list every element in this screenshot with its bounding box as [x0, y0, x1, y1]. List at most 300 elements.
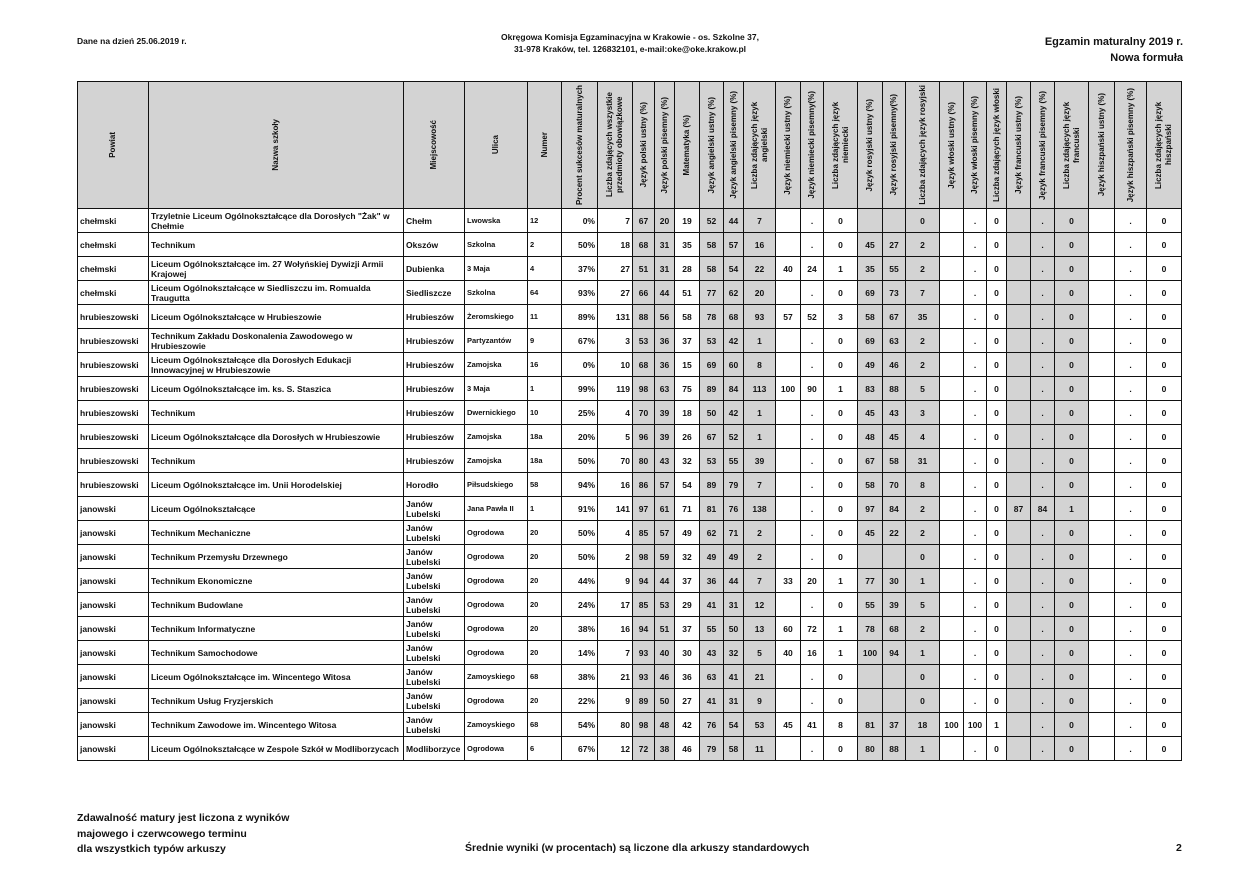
- cell-angielski-ustny: 67: [700, 425, 724, 449]
- cell-francuski-pisemny: .: [1031, 305, 1055, 329]
- cell-liczba-niemiecki: 0: [824, 521, 858, 545]
- cell-angielski-pisemny: 62: [724, 281, 744, 305]
- cell-niemiecki-ustny: [776, 233, 801, 257]
- column-header-francuski-pisemny: [1031, 82, 1055, 209]
- cell-powiat: chełmski: [78, 281, 149, 305]
- cell-niemiecki-ustny: [776, 353, 801, 377]
- cell-nazwa-szkoly: Liceum Ogólnokształcące: [149, 497, 404, 521]
- column-header-liczba-hiszpanski: [1147, 82, 1182, 209]
- cell-polski-pisemny: 56: [655, 305, 675, 329]
- table-row: [78, 545, 1182, 569]
- cell-numer: 20: [528, 593, 562, 617]
- cell-francuski-ustny: [1007, 545, 1031, 569]
- cell-nazwa-szkoly: Technikum: [149, 401, 404, 425]
- cell-hiszpanski-ustny: [1089, 401, 1115, 425]
- cell-niemiecki-pisemny: 20: [801, 569, 824, 593]
- cell-miejscowosc: Janów Lubelski: [404, 593, 465, 617]
- cell-wloski-pisemny: .: [964, 257, 987, 281]
- cell-procent-sukcesow: 38%: [562, 665, 598, 689]
- column-header-matematyka: [675, 82, 700, 209]
- cell-liczba-niemiecki: 0: [824, 593, 858, 617]
- cell-liczba-wloski: 0: [987, 617, 1007, 641]
- cell-liczba-angielski: 20: [744, 281, 776, 305]
- column-header-label: Język hiszpański pisemny (%): [1125, 87, 1135, 203]
- cell-miejscowosc: Janów Lubelski: [404, 545, 465, 569]
- cell-niemiecki-pisemny: 72: [801, 617, 824, 641]
- cell-angielski-ustny: 63: [700, 665, 724, 689]
- cell-liczba-francuski: 0: [1055, 209, 1089, 233]
- cell-polski-ustny: 94: [633, 569, 655, 593]
- cell-hiszpanski-pisemny: .: [1115, 713, 1147, 737]
- cell-liczba-hiszpanski: 0: [1147, 281, 1182, 305]
- cell-liczba-zdajacych: 141: [598, 497, 633, 521]
- table-row: [78, 521, 1182, 545]
- column-header-label: Numer: [539, 132, 549, 158]
- cell-rosyjski-pisemny: 94: [883, 641, 906, 665]
- cell-liczba-hiszpanski: 0: [1147, 257, 1182, 281]
- cell-niemiecki-ustny: [776, 737, 801, 761]
- cell-polski-pisemny: 31: [655, 257, 675, 281]
- column-header-label: Język niemiecki pisemny(%): [807, 91, 816, 199]
- cell-niemiecki-ustny: [776, 281, 801, 305]
- cell-hiszpanski-ustny: [1089, 569, 1115, 593]
- cell-rosyjski-ustny: 58: [858, 473, 883, 497]
- cell-francuski-ustny: [1007, 617, 1031, 641]
- cell-angielski-ustny: 58: [700, 257, 724, 281]
- cell-liczba-francuski: 1: [1055, 497, 1089, 521]
- cell-liczba-niemiecki: 0: [824, 737, 858, 761]
- cell-niemiecki-pisemny: 16: [801, 641, 824, 665]
- column-header-label: Język włoski pisemny (%): [970, 96, 979, 194]
- cell-nazwa-szkoly: Technikum: [149, 233, 404, 257]
- cell-liczba-zdajacych: 16: [598, 617, 633, 641]
- cell-matematyka: 58: [675, 305, 700, 329]
- cell-ulica: 3 Maja: [465, 377, 528, 401]
- cell-hiszpanski-pisemny: .: [1115, 353, 1147, 377]
- pass-rate-note: [77, 811, 289, 858]
- cell-rosyjski-ustny: [858, 689, 883, 713]
- cell-niemiecki-pisemny: 52: [801, 305, 824, 329]
- cell-powiat: hrubieszowski: [78, 329, 149, 353]
- cell-liczba-angielski: 7: [744, 569, 776, 593]
- cell-liczba-niemiecki: 0: [824, 545, 858, 569]
- cell-liczba-niemiecki: 1: [824, 569, 858, 593]
- cell-hiszpanski-pisemny: .: [1115, 641, 1147, 665]
- cell-nazwa-szkoly: Trzyletnie Liceum Ogólnokształcące dla Dorosłych "Żak" w Chełmie: [149, 209, 404, 233]
- column-header-miejscowosc: [404, 82, 465, 209]
- cell-liczba-niemiecki: 0: [824, 665, 858, 689]
- table-row: [78, 281, 1182, 305]
- cell-francuski-ustny: [1007, 713, 1031, 737]
- cell-procent-sukcesow: 89%: [562, 305, 598, 329]
- cell-rosyjski-ustny: 35: [858, 257, 883, 281]
- cell-liczba-angielski: 13: [744, 617, 776, 641]
- cell-hiszpanski-pisemny: .: [1115, 617, 1147, 641]
- cell-ulica: Ogrodowa: [465, 689, 528, 713]
- cell-rosyjski-pisemny: 88: [883, 377, 906, 401]
- cell-liczba-angielski: 7: [744, 209, 776, 233]
- cell-niemiecki-pisemny: .: [801, 473, 824, 497]
- cell-wloski-ustny: [940, 305, 964, 329]
- cell-liczba-hiszpanski: 0: [1147, 617, 1182, 641]
- cell-liczba-rosyjski: 2: [906, 329, 940, 353]
- cell-hiszpanski-pisemny: .: [1115, 377, 1147, 401]
- cell-liczba-niemiecki: 0: [824, 353, 858, 377]
- cell-powiat: chełmski: [78, 257, 149, 281]
- cell-wloski-pisemny: .: [964, 521, 987, 545]
- cell-angielski-ustny: 36: [700, 569, 724, 593]
- cell-nazwa-szkoly: Technikum Ekonomiczne: [149, 569, 404, 593]
- cell-liczba-francuski: 0: [1055, 641, 1089, 665]
- cell-nazwa-szkoly: Technikum Samochodowe: [149, 641, 404, 665]
- cell-liczba-francuski: 0: [1055, 401, 1089, 425]
- cell-rosyjski-pisemny: 84: [883, 497, 906, 521]
- cell-matematyka: 30: [675, 641, 700, 665]
- cell-wloski-pisemny: .: [964, 497, 987, 521]
- cell-liczba-zdajacych: 10: [598, 353, 633, 377]
- cell-francuski-pisemny: .: [1031, 377, 1055, 401]
- cell-liczba-rosyjski: 3: [906, 401, 940, 425]
- cell-francuski-ustny: [1007, 305, 1031, 329]
- cell-angielski-pisemny: 49: [724, 545, 744, 569]
- cell-hiszpanski-pisemny: .: [1115, 401, 1147, 425]
- cell-liczba-wloski: 0: [987, 689, 1007, 713]
- cell-liczba-wloski: 0: [987, 737, 1007, 761]
- table-row: [78, 401, 1182, 425]
- cell-rosyjski-ustny: 69: [858, 281, 883, 305]
- cell-rosyjski-ustny: 81: [858, 713, 883, 737]
- cell-francuski-pisemny: .: [1031, 593, 1055, 617]
- cell-francuski-ustny: [1007, 425, 1031, 449]
- cell-francuski-pisemny: .: [1031, 401, 1055, 425]
- cell-nazwa-szkoly: Technikum: [149, 449, 404, 473]
- cell-angielski-pisemny: 60: [724, 353, 744, 377]
- cell-nazwa-szkoly: Liceum Ogólnokształcące w Siedliszczu im. Romualda Traugutta: [149, 281, 404, 305]
- table-row: [78, 257, 1182, 281]
- table-row: [78, 665, 1182, 689]
- cell-hiszpanski-ustny: [1089, 737, 1115, 761]
- cell-rosyjski-ustny: [858, 545, 883, 569]
- cell-polski-pisemny: 48: [655, 713, 675, 737]
- cell-ulica: Ogrodowa: [465, 521, 528, 545]
- cell-liczba-wloski: 0: [987, 641, 1007, 665]
- cell-matematyka: 36: [675, 665, 700, 689]
- table-row: [78, 209, 1182, 233]
- cell-francuski-pisemny: .: [1031, 689, 1055, 713]
- cell-francuski-ustny: 87: [1007, 497, 1031, 521]
- cell-ulica: Zamojska: [465, 425, 528, 449]
- cell-hiszpanski-ustny: [1089, 329, 1115, 353]
- cell-francuski-ustny: [1007, 281, 1031, 305]
- cell-niemiecki-ustny: [776, 401, 801, 425]
- cell-hiszpanski-pisemny: .: [1115, 257, 1147, 281]
- column-header-label: Liczba zdających język rosyjski: [917, 85, 927, 205]
- cell-rosyjski-pisemny: [883, 689, 906, 713]
- cell-procent-sukcesow: 50%: [562, 233, 598, 257]
- cell-rosyjski-pisemny: 37: [883, 713, 906, 737]
- cell-powiat: janowski: [78, 569, 149, 593]
- cell-rosyjski-ustny: 58: [858, 305, 883, 329]
- table-row: [78, 497, 1182, 521]
- cell-hiszpanski-ustny: [1089, 593, 1115, 617]
- cell-rosyjski-ustny: 45: [858, 233, 883, 257]
- cell-liczba-angielski: 11: [744, 737, 776, 761]
- cell-wloski-ustny: 100: [940, 713, 964, 737]
- cell-angielski-ustny: 76: [700, 713, 724, 737]
- cell-angielski-pisemny: 54: [724, 713, 744, 737]
- cell-niemiecki-ustny: 100: [776, 377, 801, 401]
- cell-procent-sukcesow: 91%: [562, 497, 598, 521]
- cell-francuski-pisemny: .: [1031, 425, 1055, 449]
- column-header-label: Procent sukcesów maturalnych: [574, 84, 584, 206]
- cell-angielski-ustny: 62: [700, 521, 724, 545]
- cell-nazwa-szkoly: Liceum Ogólnokształcące im. Unii Horodelskiej: [149, 473, 404, 497]
- cell-matematyka: 46: [675, 737, 700, 761]
- cell-numer: 20: [528, 641, 562, 665]
- cell-liczba-rosyjski: 0: [906, 689, 940, 713]
- cell-powiat: hrubieszowski: [78, 401, 149, 425]
- cell-rosyjski-ustny: 55: [858, 593, 883, 617]
- cell-angielski-ustny: 79: [700, 737, 724, 761]
- cell-francuski-ustny: [1007, 449, 1031, 473]
- cell-polski-ustny: 53: [633, 329, 655, 353]
- cell-niemiecki-pisemny: 41: [801, 713, 824, 737]
- cell-wloski-ustny: [940, 545, 964, 569]
- cell-nazwa-szkoly: Liceum Ogólnokształcące im. 27 Wołyńskiej Dywizji Armii Krajowej: [149, 257, 404, 281]
- cell-liczba-hiszpanski: 0: [1147, 209, 1182, 233]
- cell-liczba-hiszpanski: 0: [1147, 497, 1182, 521]
- cell-rosyjski-pisemny: 70: [883, 473, 906, 497]
- cell-polski-ustny: 94: [633, 617, 655, 641]
- column-header-rosyjski-ustny: [858, 82, 883, 209]
- cell-liczba-wloski: 0: [987, 233, 1007, 257]
- cell-francuski-ustny: [1007, 593, 1031, 617]
- cell-niemiecki-pisemny: .: [801, 545, 824, 569]
- cell-procent-sukcesow: 50%: [562, 449, 598, 473]
- cell-nazwa-szkoly: Liceum Ogólnokształcące im. ks. S. Staszica: [149, 377, 404, 401]
- cell-nazwa-szkoly: Liceum Ogólnokształcące dla Dorosłych w Hrubieszowie: [149, 425, 404, 449]
- cell-angielski-ustny: 78: [700, 305, 724, 329]
- cell-procent-sukcesow: 37%: [562, 257, 598, 281]
- cell-francuski-pisemny: .: [1031, 449, 1055, 473]
- cell-francuski-ustny: [1007, 353, 1031, 377]
- organization-line-2: 31-978 Kraków, tel. 126832101, e-mail:oke@oke.krakow.pl: [513, 44, 747, 54]
- cell-liczba-wloski: 0: [987, 305, 1007, 329]
- cell-ulica: Zamojska: [465, 449, 528, 473]
- cell-liczba-angielski: 138: [744, 497, 776, 521]
- cell-niemiecki-pisemny: .: [801, 737, 824, 761]
- cell-liczba-angielski: 53: [744, 713, 776, 737]
- cell-hiszpanski-pisemny: .: [1115, 497, 1147, 521]
- cell-liczba-hiszpanski: 0: [1147, 473, 1182, 497]
- cell-matematyka: 27: [675, 689, 700, 713]
- cell-polski-pisemny: 36: [655, 329, 675, 353]
- column-header-francuski-ustny: [1007, 82, 1031, 209]
- cell-francuski-pisemny: .: [1031, 737, 1055, 761]
- cell-liczba-rosyjski: 5: [906, 593, 940, 617]
- cell-liczba-hiszpanski: 0: [1147, 737, 1182, 761]
- cell-nazwa-szkoly: Liceum Ogólnokształcące w Hrubieszowie: [149, 305, 404, 329]
- cell-niemiecki-pisemny: .: [801, 593, 824, 617]
- cell-liczba-angielski: 12: [744, 593, 776, 617]
- cell-polski-pisemny: 57: [655, 473, 675, 497]
- cell-polski-pisemny: 36: [655, 353, 675, 377]
- cell-ulica: Dwernickiego: [465, 401, 528, 425]
- cell-niemiecki-ustny: [776, 593, 801, 617]
- cell-liczba-zdajacych: 12: [598, 737, 633, 761]
- organization-line-1: Okręgowa Komisja Egzaminacyjna w Krakowie - os. Szkolne 37,: [501, 32, 759, 42]
- cell-polski-pisemny: 59: [655, 545, 675, 569]
- cell-miejscowosc: Janów Lubelski: [404, 521, 465, 545]
- cell-angielski-ustny: 49: [700, 545, 724, 569]
- cell-francuski-pisemny: .: [1031, 665, 1055, 689]
- cell-liczba-rosyjski: 2: [906, 353, 940, 377]
- cell-liczba-zdajacych: 70: [598, 449, 633, 473]
- cell-liczba-rosyjski: 1: [906, 641, 940, 665]
- cell-niemiecki-ustny: [776, 497, 801, 521]
- cell-matematyka: 49: [675, 521, 700, 545]
- column-header-label: Liczba zdających język francuski: [1061, 101, 1081, 189]
- cell-liczba-zdajacych: 5: [598, 425, 633, 449]
- cell-angielski-ustny: 43: [700, 641, 724, 665]
- table-row: [78, 689, 1182, 713]
- cell-nazwa-szkoly: Liceum Ogólnokształcące dla Dorosłych Edukacji Innowacyjnej w Hrubieszowie: [149, 353, 404, 377]
- cell-liczba-hiszpanski: 0: [1147, 329, 1182, 353]
- cell-numer: 12: [528, 209, 562, 233]
- cell-rosyjski-pisemny: 63: [883, 329, 906, 353]
- cell-liczba-niemiecki: 0: [824, 281, 858, 305]
- cell-hiszpanski-ustny: [1089, 521, 1115, 545]
- cell-wloski-pisemny: .: [964, 425, 987, 449]
- cell-niemiecki-ustny: 33: [776, 569, 801, 593]
- cell-wloski-ustny: [940, 377, 964, 401]
- cell-francuski-ustny: [1007, 401, 1031, 425]
- cell-liczba-francuski: 0: [1055, 713, 1089, 737]
- cell-hiszpanski-pisemny: .: [1115, 449, 1147, 473]
- cell-matematyka: 15: [675, 353, 700, 377]
- cell-polski-ustny: 88: [633, 305, 655, 329]
- cell-procent-sukcesow: 0%: [562, 353, 598, 377]
- cell-polski-ustny: 68: [633, 353, 655, 377]
- cell-wloski-pisemny: .: [964, 233, 987, 257]
- cell-hiszpanski-pisemny: .: [1115, 737, 1147, 761]
- cell-rosyjski-pisemny: 55: [883, 257, 906, 281]
- cell-rosyjski-ustny: [858, 209, 883, 233]
- cell-powiat: janowski: [78, 593, 149, 617]
- cell-polski-pisemny: 44: [655, 569, 675, 593]
- cell-angielski-pisemny: 42: [724, 329, 744, 353]
- cell-niemiecki-ustny: [776, 449, 801, 473]
- cell-powiat: janowski: [78, 665, 149, 689]
- cell-hiszpanski-ustny: [1089, 353, 1115, 377]
- cell-miejscowosc: Hrubieszów: [404, 305, 465, 329]
- cell-liczba-rosyjski: 4: [906, 425, 940, 449]
- cell-hiszpanski-ustny: [1089, 233, 1115, 257]
- cell-miejscowosc: Janów Lubelski: [404, 689, 465, 713]
- cell-liczba-wloski: 0: [987, 497, 1007, 521]
- cell-miejscowosc: Hrubieszów: [404, 353, 465, 377]
- cell-ulica: Zamojska: [465, 353, 528, 377]
- cell-polski-pisemny: 57: [655, 521, 675, 545]
- table-row: [78, 377, 1182, 401]
- column-header-angielski-ustny: [700, 82, 724, 209]
- cell-francuski-pisemny: .: [1031, 233, 1055, 257]
- cell-matematyka: 37: [675, 569, 700, 593]
- pass-rate-note-line-2: majowego i czerwcowego terminu: [77, 827, 247, 840]
- column-header-niemiecki-pisemny: [801, 82, 824, 209]
- cell-niemiecki-pisemny: 24: [801, 257, 824, 281]
- column-header-label: Język polski pisemny (%): [659, 96, 669, 194]
- cell-miejscowosc: Hrubieszów: [404, 425, 465, 449]
- cell-liczba-niemiecki: 1: [824, 257, 858, 281]
- cell-liczba-wloski: 0: [987, 377, 1007, 401]
- column-header-hiszpanski-ustny: [1089, 82, 1115, 209]
- cell-ulica: Żeromskiego: [465, 305, 528, 329]
- cell-matematyka: 37: [675, 329, 700, 353]
- cell-ulica: Jana Pawła II: [465, 497, 528, 521]
- cell-wloski-ustny: [940, 233, 964, 257]
- cell-rosyjski-pisemny: [883, 209, 906, 233]
- cell-polski-ustny: 51: [633, 257, 655, 281]
- cell-hiszpanski-pisemny: .: [1115, 665, 1147, 689]
- cell-hiszpanski-ustny: [1089, 305, 1115, 329]
- cell-hiszpanski-pisemny: .: [1115, 545, 1147, 569]
- cell-angielski-pisemny: 68: [724, 305, 744, 329]
- cell-francuski-ustny: [1007, 737, 1031, 761]
- cell-polski-pisemny: 63: [655, 377, 675, 401]
- cell-niemiecki-pisemny: .: [801, 401, 824, 425]
- cell-angielski-pisemny: 44: [724, 569, 744, 593]
- cell-niemiecki-ustny: [776, 521, 801, 545]
- cell-niemiecki-ustny: 40: [776, 257, 801, 281]
- cell-liczba-rosyjski: 2: [906, 497, 940, 521]
- cell-hiszpanski-pisemny: .: [1115, 593, 1147, 617]
- cell-niemiecki-pisemny: .: [801, 233, 824, 257]
- cell-polski-ustny: 85: [633, 593, 655, 617]
- cell-numer: 6: [528, 737, 562, 761]
- cell-liczba-wloski: 0: [987, 281, 1007, 305]
- cell-liczba-francuski: 0: [1055, 617, 1089, 641]
- cell-powiat: janowski: [78, 545, 149, 569]
- cell-liczba-francuski: 0: [1055, 377, 1089, 401]
- cell-liczba-francuski: 0: [1055, 449, 1089, 473]
- cell-ulica: Ogrodowa: [465, 569, 528, 593]
- cell-miejscowosc: Modliborzyce: [404, 737, 465, 761]
- column-header-label: Ulica: [491, 135, 500, 155]
- cell-angielski-ustny: 55: [700, 617, 724, 641]
- cell-niemiecki-ustny: [776, 425, 801, 449]
- cell-francuski-pisemny: .: [1031, 569, 1055, 593]
- column-header-label: Język hiszpański ustny (%): [1096, 93, 1106, 197]
- column-header-powiat: [78, 82, 149, 209]
- cell-francuski-ustny: [1007, 209, 1031, 233]
- cell-liczba-angielski: 2: [744, 545, 776, 569]
- cell-numer: 1: [528, 497, 562, 521]
- column-header-numer: [528, 82, 562, 209]
- cell-niemiecki-pisemny: .: [801, 353, 824, 377]
- cell-angielski-ustny: 89: [700, 377, 724, 401]
- cell-angielski-ustny: 69: [700, 353, 724, 377]
- cell-hiszpanski-ustny: [1089, 257, 1115, 281]
- cell-wloski-ustny: [940, 737, 964, 761]
- column-header-label: Liczba zdających język niemiecki: [830, 101, 850, 189]
- cell-powiat: janowski: [78, 617, 149, 641]
- cell-liczba-zdajacych: 7: [598, 641, 633, 665]
- cell-francuski-ustny: [1007, 257, 1031, 281]
- cell-liczba-hiszpanski: 0: [1147, 449, 1182, 473]
- column-header-label: Powiat: [108, 132, 117, 158]
- cell-hiszpanski-pisemny: .: [1115, 233, 1147, 257]
